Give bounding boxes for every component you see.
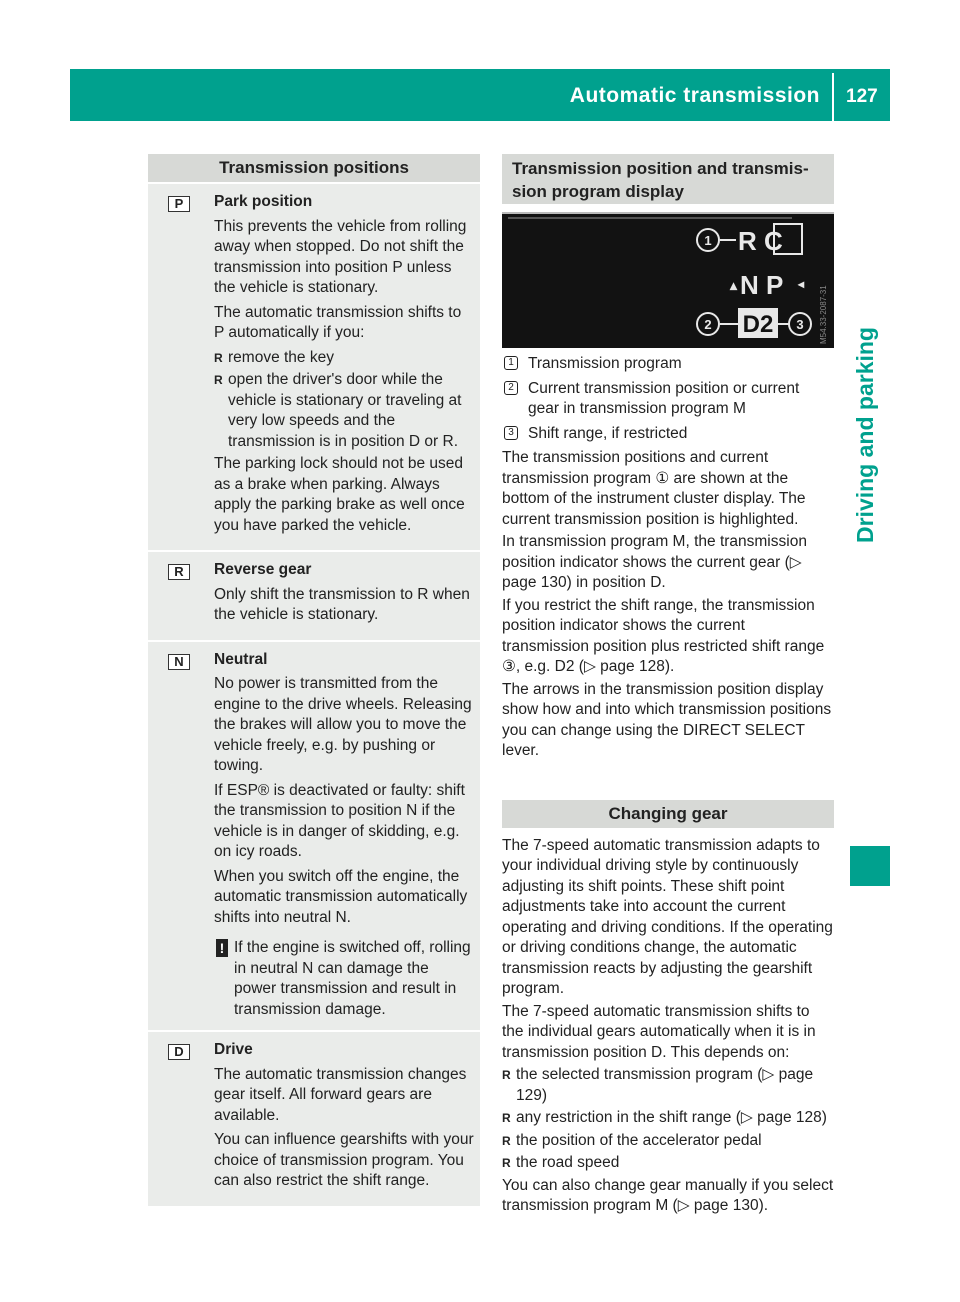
changing-gear-body [502, 836, 834, 1217]
warning-text: If the engine is switched off, rolling in neutral N can damage the power transmission and result in transmission damage. [234, 939, 471, 1018]
svg-text:▴: ▴ [730, 277, 738, 293]
paragraph: Only shift the transmission to R when the vehicle is stationary. [214, 585, 470, 623]
row-title: Drive [214, 1041, 253, 1058]
neutral-symbol-icon: N [168, 654, 190, 670]
legend [502, 354, 834, 444]
header-title: Automatic transmission [569, 84, 820, 107]
side-tab [846, 255, 890, 835]
paragraph: The 7-speed automatic transmission adapts to your individual driving style by continuously adjusting its shift points. These shift point adjustments take into account the current operating and driving conditions. If the operating or driving conditions change, the automatic transmission reacts by adjusting the gearshift program. [502, 836, 833, 997]
display-heading-line-1: Transmission position and transmis- [512, 159, 809, 178]
paragraph: The automatic transmission changes gear itself. All forward gears are available. [214, 1065, 467, 1124]
display-row-3: D2 [742, 311, 774, 338]
table-row [148, 551, 480, 641]
list-item: R any restriction in the shift range (▷ page 128) [502, 1108, 834, 1129]
paragraph: You can also change gear manually if you select transmission program M (▷ page 130). [502, 1176, 834, 1214]
svg-text:◂: ◂ [798, 277, 805, 291]
transmission-positions-heading: Transmission positions [148, 154, 480, 182]
reverse-symbol-icon: R [168, 564, 190, 580]
paragraph: If you restrict the shift range, the transmission position indicator shows the current transmission position plus restricted shift range ③, e.g. D2 (▷ page 128). [502, 596, 825, 675]
warning-note [214, 938, 474, 1020]
list-item: R remove the key [214, 348, 474, 369]
display-heading-line-2: sion program display [512, 182, 684, 201]
side-tab-marker [850, 846, 890, 886]
transmission-display-graphic [502, 214, 834, 348]
table-row [148, 1031, 480, 1206]
image-code: M54.33-2087-31 [819, 285, 828, 344]
list-item: 3 Shift range, if restricted [502, 424, 834, 445]
list-item: 1 Transmission program [502, 354, 834, 375]
changing-gear-heading: Changing gear [502, 800, 834, 828]
row-title: Neutral [214, 650, 268, 668]
right-column [502, 154, 834, 1219]
list-item: R the position of the accelerator pedal [502, 1131, 834, 1152]
page-number: 127 [846, 86, 878, 107]
left-column [148, 154, 480, 1206]
paragraph: When you switch off the engine, the automatic transmission automatically shifts into neutral N. [214, 867, 468, 926]
svg-text:3: 3 [796, 317, 804, 332]
header-divider [832, 73, 834, 121]
park-symbol-icon: P [168, 196, 190, 212]
side-tab-label: Driving and parking [852, 327, 878, 543]
paragraph: This prevents the vehicle from rolling away when stopped. Do not shift the transmission into position P unless the vehicle is stationary. [214, 217, 467, 296]
display-heading [502, 154, 834, 204]
table-row [148, 183, 480, 551]
drive-symbol-icon: D [168, 1044, 190, 1060]
paragraph: The 7-speed automatic transmission shifts to the individual gears automatically when it is in transmission position D. This depends on: [502, 1002, 816, 1061]
row-title: Reverse gear [214, 561, 312, 578]
row-title: Park position [214, 193, 313, 210]
list-item: 2 Current transmission position or current gear in transmission program M [502, 379, 834, 420]
svg-text:2: 2 [704, 317, 712, 332]
paragraph: No power is transmitted from the engine to the drive wheels. Releasing the brakes will allow you to move the vehicle freely, e.g. by pushing or towing. [214, 675, 472, 774]
paragraph: The parking lock should not be used as a brake when parking. Always apply the parking brake as well once you have parked the vehicle. [214, 455, 465, 534]
transmission-positions-table [148, 182, 480, 1206]
list-item: R the road speed [502, 1153, 834, 1174]
display-description [502, 448, 834, 762]
display-row-2: N P [740, 270, 784, 300]
paragraph: You can influence gearshifts with your choice of transmission program. You can also restrict the shift range. [214, 1131, 474, 1189]
list-item: R open the driver's door while the vehicle is stationary or traveling at very low speeds and the transmission is in position D or R. [214, 370, 474, 452]
instrument-display-image [502, 212, 834, 348]
paragraph: If ESP® is deactivated or faulty: shift the transmission to position N if the vehicle is in danger of skidding, e.g. on icy roads. [214, 781, 465, 860]
list-item: R the selected transmission program (▷ page 129) [502, 1065, 834, 1106]
svg-text:1: 1 [704, 233, 712, 248]
paragraph: The transmission positions and current transmission program ① are shown at the bottom of the instrument cluster display. The current transmission position is highlighted. [502, 449, 806, 528]
paragraph: The automatic transmission shifts to P automatically if you: [214, 303, 462, 341]
page-header [70, 69, 890, 121]
paragraph: In transmission program M, the transmission position indicator shows the current gear (▷ page 130) in position D. [502, 533, 807, 591]
paragraph: The arrows in the transmission position display show how and into which transmission positions you can change using the DIRECT SELECT lever. [502, 680, 832, 759]
warning-icon: ! [216, 939, 228, 957]
display-row-1: R C [738, 226, 783, 256]
table-row [148, 641, 480, 1032]
